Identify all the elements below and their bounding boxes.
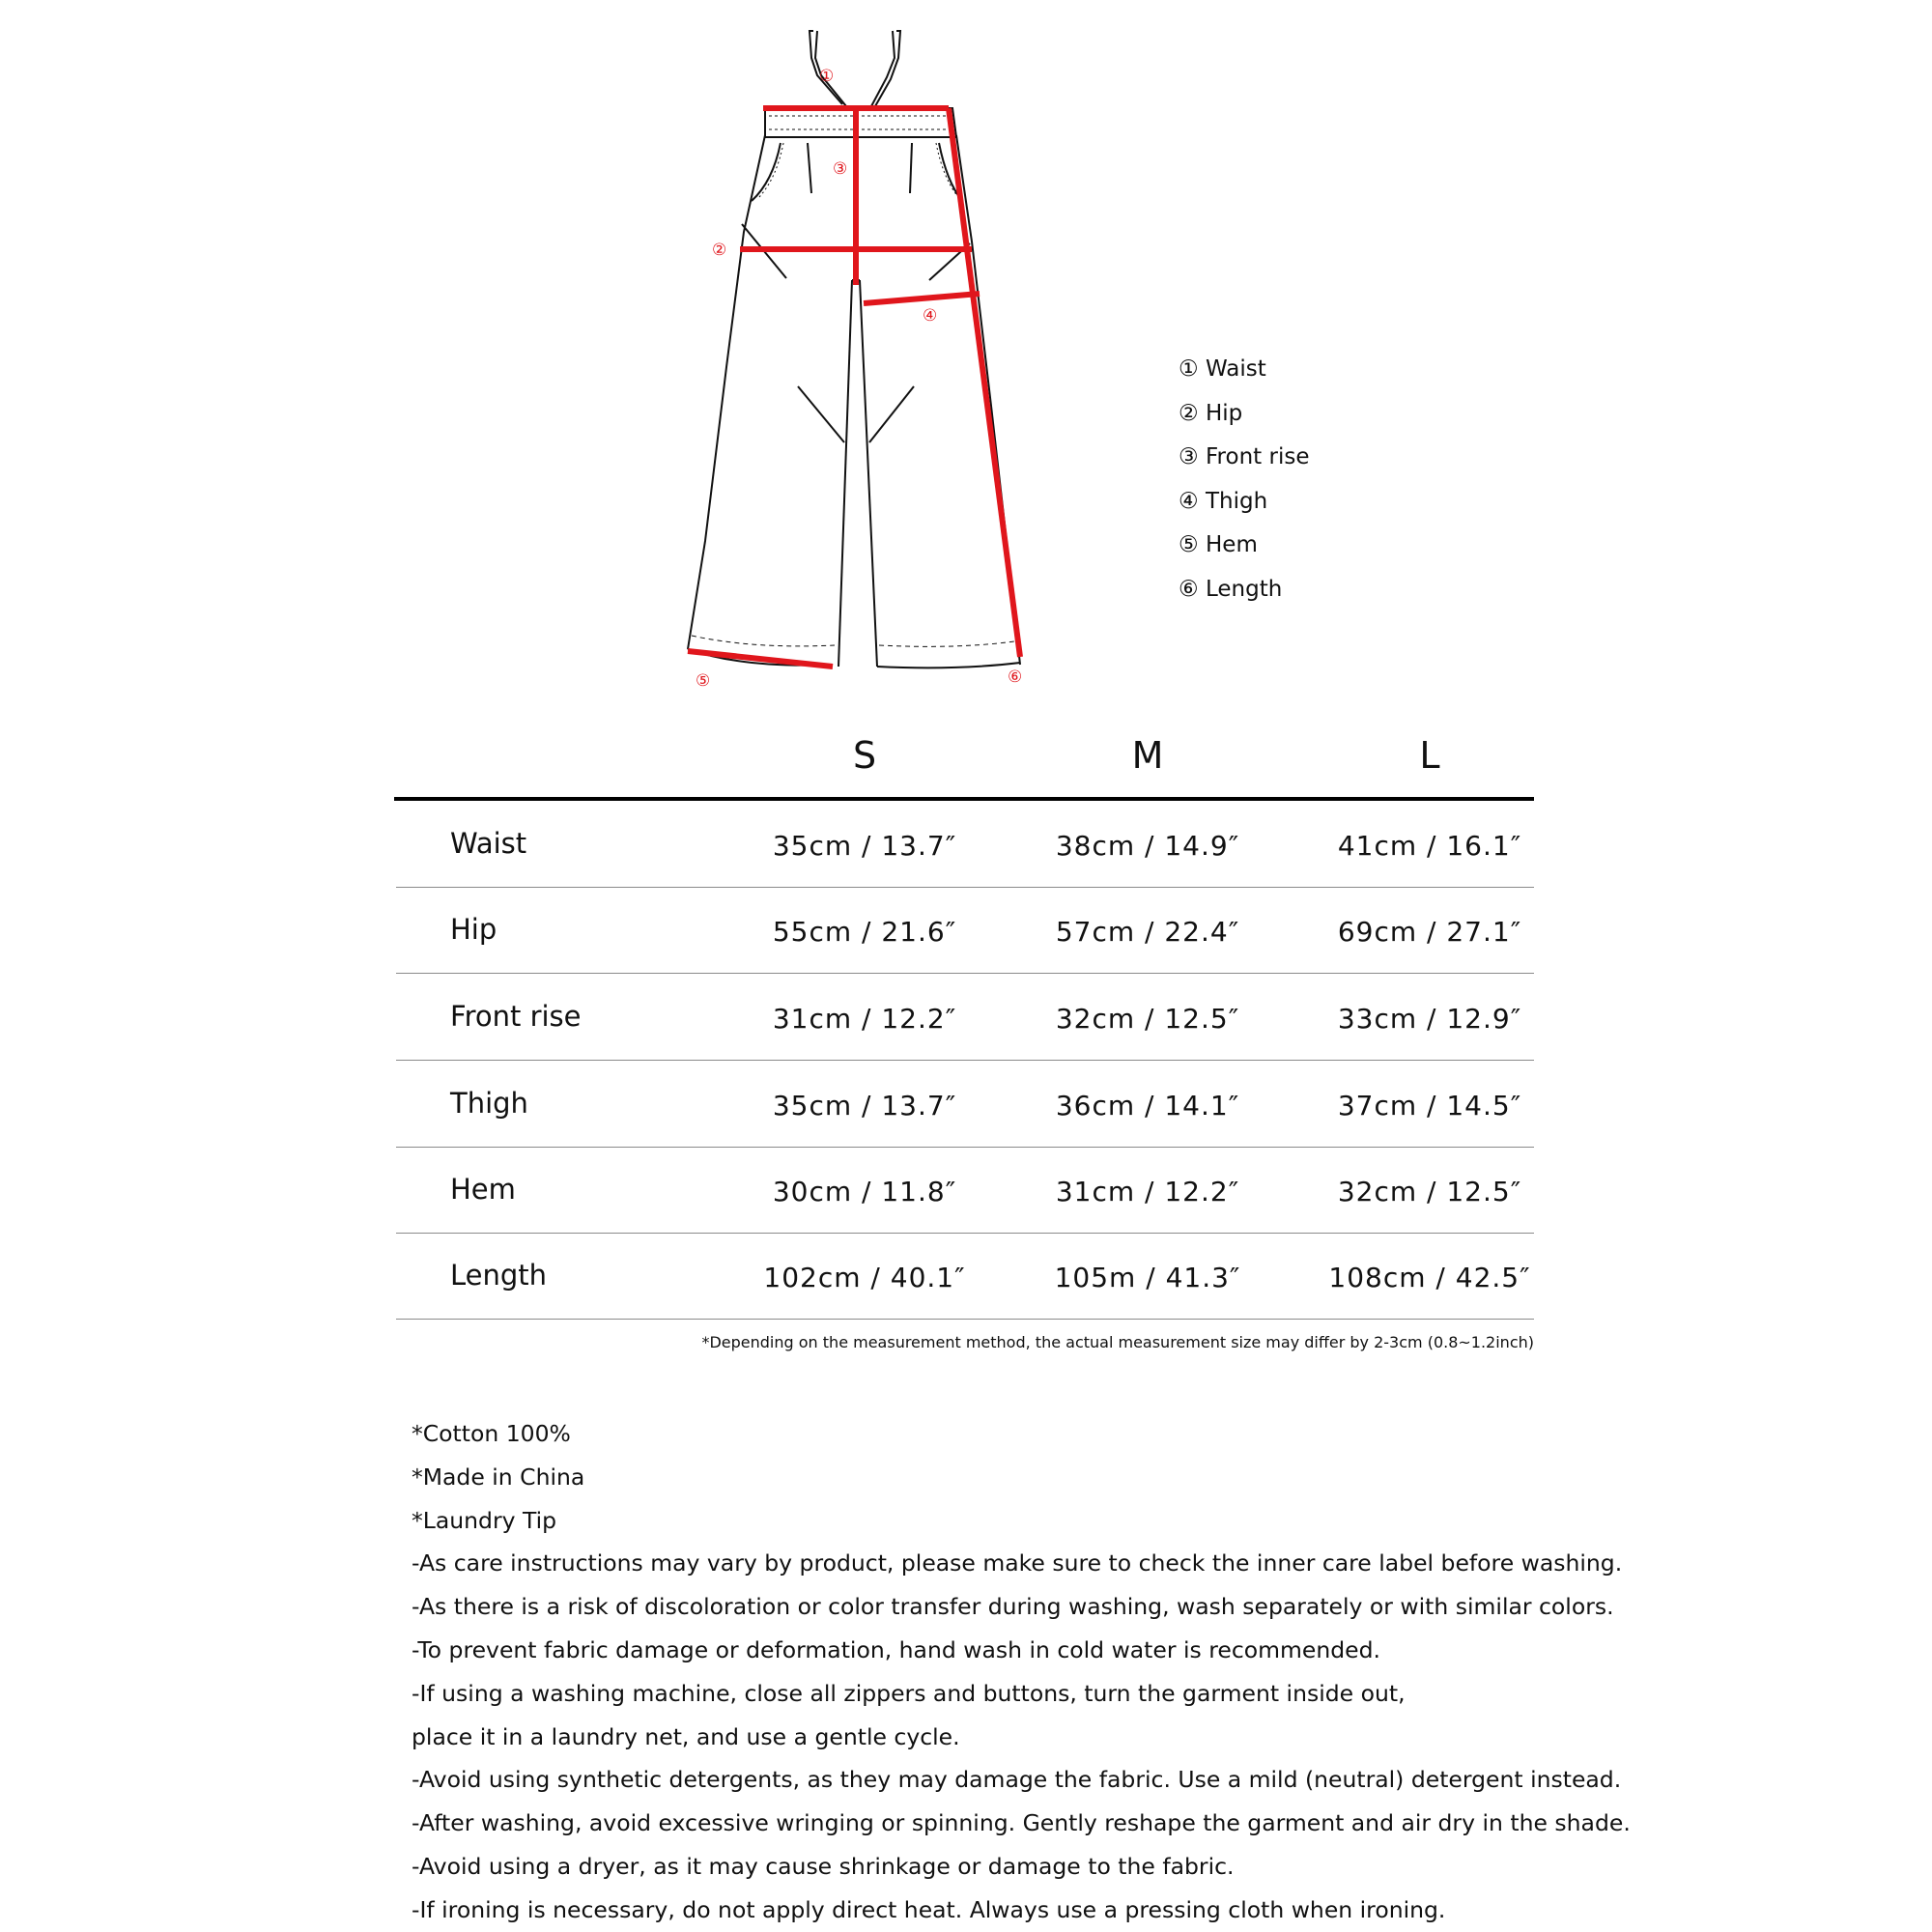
size-header-l: L [1419,734,1440,777]
table-row-waist [396,801,1534,888]
measurement-footnote: *Depending on the measurement method, the actual measurement size may differ by 2-3cm (0.8~1.2inch) [701,1333,1534,1351]
legend-item-hem: ⑤ Hem [1179,532,1258,557]
cell-m: 105m / 41.3″ [1054,1262,1241,1293]
marker-1: ① [819,67,835,86]
row-label: Thigh [450,1087,528,1120]
legend-item-waist: ① Waist [1179,356,1266,382]
legend-item-front-rise: ③ Front rise [1179,444,1310,469]
note-line: place it in a laundry net, and use a gentle cycle. [412,1722,960,1750]
table-row-front-rise [396,974,1534,1061]
note-line: -Avoid using synthetic detergents, as they may damage the fabric. Use a mild (neutral) detergent instead. [412,1766,1622,1794]
note-line: -As care instructions may vary by product, please make sure to check the inner care label before washing. [412,1549,1623,1577]
size-header-m: M [1131,734,1164,777]
cell-l: 108cm / 42.5″ [1328,1262,1531,1293]
cell-s: 35cm / 13.7″ [772,1090,957,1122]
cell-s: 30cm / 11.8″ [772,1176,957,1208]
row-label: Length [450,1259,548,1292]
measurement-legend [1179,348,1309,611]
row-label: Hem [450,1173,516,1206]
table-row-hem [396,1147,1534,1234]
product-notes [412,1412,1631,1932]
legend-item-hip: ② Hip [1179,400,1243,426]
size-header-s: S [852,734,877,777]
length-measure-line [949,108,1020,657]
cell-m: 36cm / 14.1″ [1055,1090,1240,1122]
cell-m: 38cm / 14.9″ [1055,830,1240,862]
row-label: Hip [450,913,497,946]
marker-2: ② [712,241,727,260]
row-label: Waist [450,827,527,860]
note-line: -If using a washing machine, close all zippers and buttons, turn the garment inside out, [412,1679,1406,1707]
cell-m: 32cm / 12.5″ [1055,1003,1240,1035]
cell-l: 32cm / 12.5″ [1337,1176,1522,1208]
legend-item-length: ⑥ Length [1179,576,1283,602]
cell-s: 35cm / 13.7″ [772,830,957,862]
note-line: -To prevent fabric damage or deformation, hand wash in cold water is recommended. [412,1635,1381,1663]
table-row-thigh [396,1061,1534,1148]
measurement-markers [696,67,1022,691]
pants-measurement-diagram [0,0,1932,705]
marker-6: ⑥ [1008,668,1023,687]
table-row-hip [396,887,1534,974]
note-line: -If ironing is necessary, do not apply direct heat. Always use a pressing cloth when ironing. [412,1895,1446,1923]
note-line: -Avoid using a dryer, as it may cause shrinkage or damage to the fabric. [412,1852,1235,1880]
row-label: Front rise [450,1000,582,1033]
thigh-measure-line [864,294,980,303]
legend-item-thigh: ④ Thigh [1179,488,1268,514]
cell-s: 31cm / 12.2″ [772,1003,957,1035]
cell-m: 31cm / 12.2″ [1055,1176,1240,1208]
note-origin: *Made in China [412,1463,585,1491]
cell-s: 102cm / 40.1″ [763,1262,966,1293]
table-row-length [396,1233,1534,1320]
cell-l: 33cm / 12.9″ [1337,1003,1522,1035]
note-line: -As there is a risk of discoloration or color transfer during washing, wash separately or with similar colors. [412,1593,1614,1621]
marker-4: ④ [923,306,938,326]
cell-l: 37cm / 14.5″ [1337,1090,1522,1122]
marker-3: ③ [833,159,848,179]
note-laundry-heading: *Laundry Tip [412,1506,557,1534]
cell-l: 41cm / 16.1″ [1337,830,1522,862]
cell-s: 55cm / 21.6″ [772,916,957,948]
measurement-lines [688,108,1020,667]
cell-m: 57cm / 22.4″ [1055,916,1240,948]
marker-5: ⑤ [696,671,711,691]
cell-l: 69cm / 27.1″ [1337,916,1522,948]
note-line: -After washing, avoid excessive wringing or spinning. Gently reshape the garment and air dry in the shade. [412,1809,1631,1837]
note-material: *Cotton 100% [412,1420,571,1447]
